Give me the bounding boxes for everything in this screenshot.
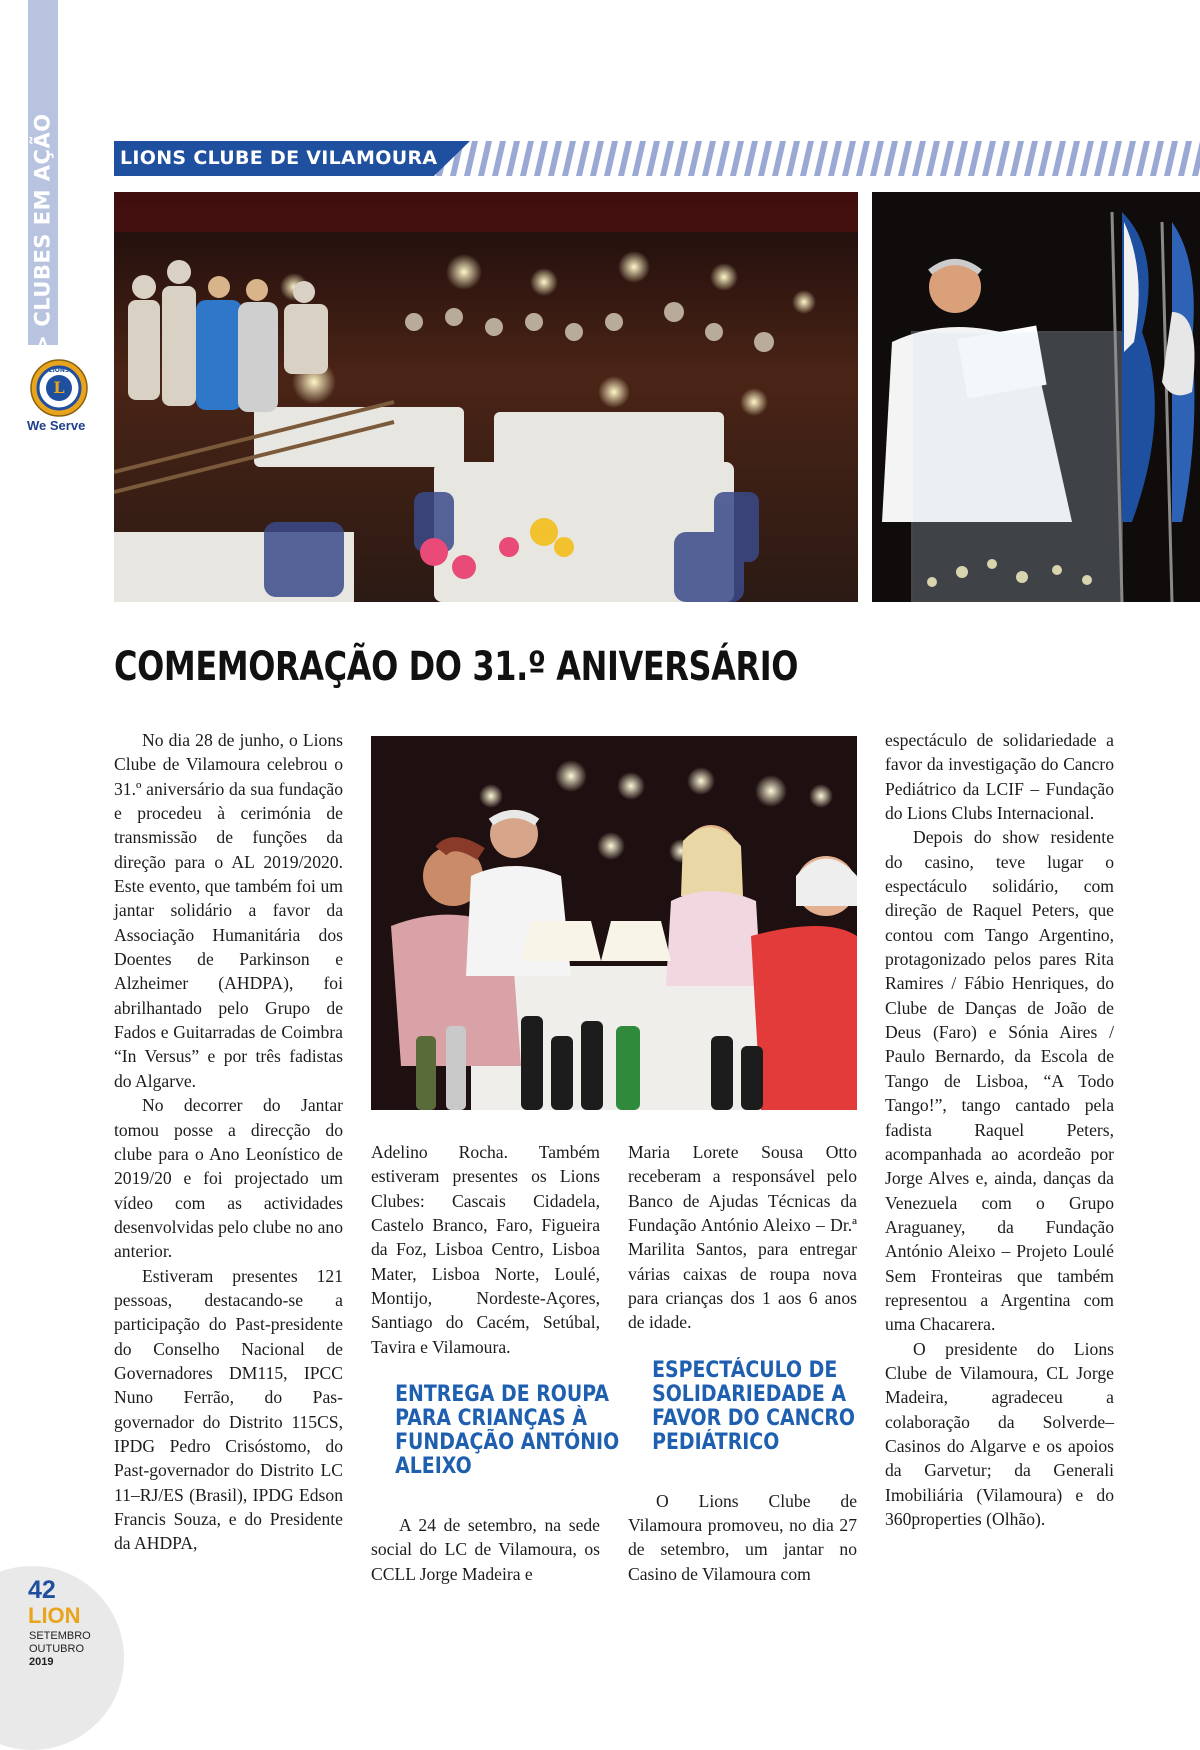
article-column-3 [628,1140,857,1586]
paragraph: Maria Lorete Sousa Otto receberam a responsável pelo Banco de Ajudas Técnicas da Fundação António Aleixo – Dr.ª Marilita Santos, para entregar várias caixas de roupa nova para crianças dos 1 aos 6 anos de idade. [628,1142,857,1333]
article-title: COMEMORAÇÃO DO 31.º ANIVERSÁRIO [114,644,799,690]
svg-text:L: L [53,378,65,397]
section-label-wrap [28,112,58,353]
subheading-line: ESPECTÁCULO DE [652,1357,838,1383]
subheading-clothing-donation [371,1382,620,1480]
subheading-line: ENTREGA DE ROUPA [395,1382,610,1408]
section-label: > CLUBES EM AÇÃO [31,112,55,353]
svg-text:LIONS: LIONS [48,367,70,374]
article-column-2 [371,1140,620,1586]
lions-logo-icon [29,358,89,418]
subheading-line: FAVOR DO CANCRO [652,1405,856,1431]
subheading-line: ALEIXO [395,1454,472,1480]
article-column-1 [114,728,343,1556]
speaker-podium-photo [872,192,1200,602]
paragraph: O Lions Clube de Vilamoura promoveu, no dia 27 de setembro, um jantar no Casino de Vilamoura com [628,1490,857,1584]
magazine-name: LION [28,1603,81,1628]
paragraph: No dia 28 de junho, o Lions Clube de Vilamoura celebrou o 31.º aniversário da sua fundação e procedeu à cerimónia de transmissão de funções da direção para o AL 2019/2020. Este evento, que também foi um jantar solidário a favor da Associação Humanitária dos Doentes de Parkinson e Alzheimer (AHDPA), foi abrilhantado pelo Grupo de Fados e Guitarradas de Coimbra “In Versus” e por três fadistas do Algarve. [114,730,343,1091]
subheading-solidarity-show [628,1359,857,1455]
dinner-hall-photo [114,192,858,602]
issue-year: 2019 [29,1656,54,1668]
page-number: 42 [28,1576,56,1604]
paragraph: A 24 de setembro, na sede social do LC de Vilamoura, os CCLL Jorge Madeira e [371,1515,600,1584]
paragraph: espectáculo de solidariedade a favor da investigação do Cancro Pediátrico da LCIF – Fundação do Lions Clubs Internacional. [885,730,1114,824]
subheading-line: FUNDAÇÃO ANTÓNIO [395,1430,620,1456]
club-name-heading: LIONS CLUBE DE VILAMOURA [120,147,438,169]
paragraph: Estiveram presentes 121 pessoas, destacando-se a participação do Past-presidente do Conselho Nacional de Governadores DM115, IPCC Nuno Ferrão, do Pas-governador do Distrito 115CS, IPDG Pedro Crisóstomo, do Past-governador do Distrito LC 11–RJ/ES (Brasil), IPDG Edson Francis Souza, e do Presidente da AHDPA, [114,1265,343,1554]
guests-table-photo [371,736,857,1110]
footer-badge [0,1566,124,1750]
paragraph: O presidente do Lions Clube de Vilamoura, CL Jorge Madeira, agradeceu a colaboração da Solverde–Casinos do Algarve e os apoios da Garvetur; da Generali Imobiliária (Vilamoura) e do 360properties (Olhão). [885,1338,1114,1529]
article-column-4 [885,728,1114,1531]
issue-month-2: OUTUBRO [29,1643,84,1655]
motto: We Serve [27,418,86,433]
subheading-line: PEDIÁTRICO [652,1429,780,1455]
subheading-line: PARA CRIANÇAS À [395,1406,588,1432]
paragraph: No decorrer do Jantar tomou posse a direcção do clube para o Ano Leonístico de 2019/20 e foi projectado um vídeo com as actividades desenvolvidas pelo clube no ano anterior. [114,1095,343,1262]
paragraph: Depois do show residente do casino, teve lugar o espectáculo solidário, com direção de Raquel Peters, que contou com Tango Argentino, protagonizado pelos pares Rita Ramires / Fábio Henriques, do Clube de Danças de João de Deus (Faro) e Sónia Aires / Paulo Bernardo, da Escola de Tango de Lisboa, “A Todo Tango!”, tango cantado pela fadista Raquel Peters, acompanhada ao acordeão por Jorge Alves e, ainda, danças da Venezuela com o Grupo Araguaney, da Fundação António Aleixo – Projeto Loulé Sem Fronteiras que também representou a Argentina com uma Chacarera. [885,827,1114,1335]
subheading-line: SOLIDARIEDADE A [652,1381,846,1407]
paragraph: Adelino Rocha. Também estiveram presentes os Lions Clubes: Cascais Cidadela, Castelo Branco, Faro, Figueira da Foz, Lisboa Centro, Lisboa Mater, Lisboa Norte, Loulé, Montijo, Nordeste-Açores, Santiago do Cacém, Setúbal, Tavira e Vilamoura. [371,1142,600,1357]
issue-month-1: SETEMBRO [29,1630,91,1642]
